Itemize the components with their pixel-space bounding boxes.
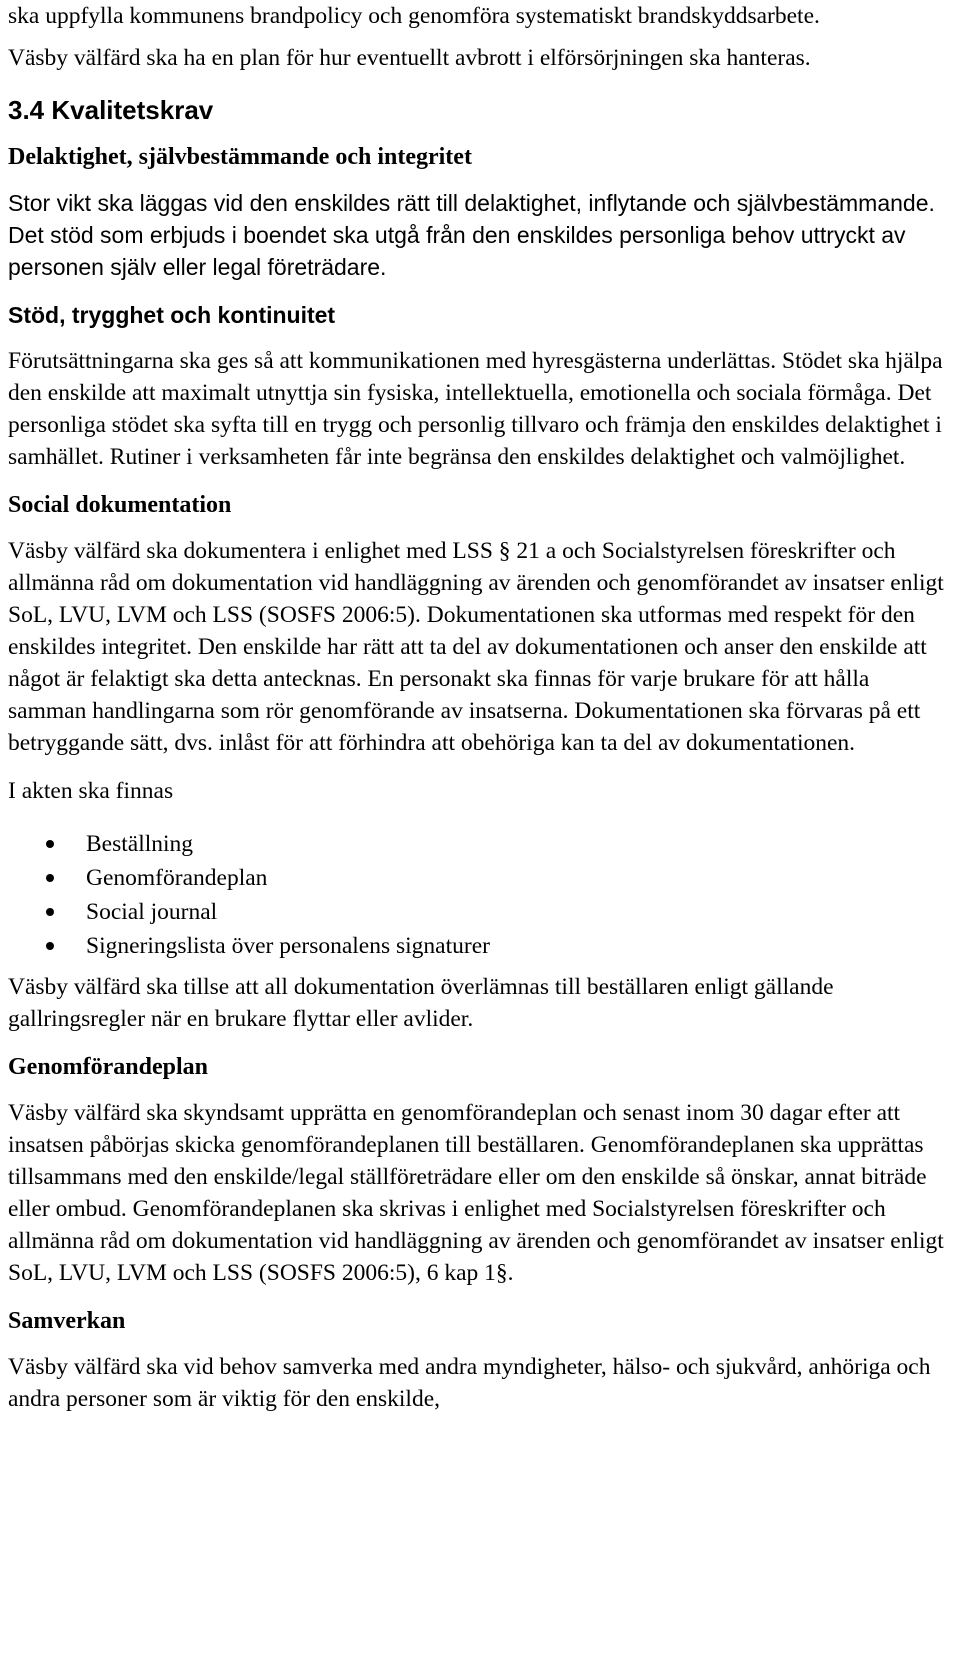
list-item: Genomförandeplan	[8, 861, 953, 895]
heading-delaktighet: Delaktighet, självbestämmande och integritet	[8, 144, 472, 170]
paragraph-genomforandeplan: Väsby välfärd ska skyndsamt upprätta en genomförandeplan och senast inom 30 dagar efter att insatsen påbörjas skicka genomförandeplanen till beställaren. Genomförandeplanen ska upprättas tillsammans med den enskilde/legal ställföreträdare eller om den enskilde så önskar, annat biträde eller ombud. Genomförandeplanen ska skrivas i enlighet med Socialstyrelsen föreskrifter och allmänna råd om dokumentation vid handläggning av ärenden och genomförandet av insatser enligt SoL, LVU, LVM och LSS (SOSFS 2006:5), 6 kap 1§.	[8, 1100, 944, 1286]
paragraph-social-dokumentation: Väsby välfärd ska dokumentera i enlighet med LSS § 21 a och Socialstyrelsen föreskrifter och allmänna råd om dokumentation vid handläggning av ärenden och genomförandet av insatser enligt SoL, LVU, LVM och LSS (SOSFS 2006:5). Dokumentationen ska utformas med respekt för den enskildes integritet. Den enskilde har rätt att ta del av dokumentationen och anser den enskilde att något är felaktigt ska detta antecknas. En personakt ska finnas för varje brukare för att hålla samman handlingarna som rör genomförande av insatserna. Dokumentationen ska förvaras på ett betryggande sätt, dvs. inlåst för att förhindra att obehöriga kan ta del av dokumentationen.	[8, 538, 944, 756]
intro-paragraph-2: Väsby välfärd ska ha en plan för hur eventuellt avbrott i elförsörjningen ska hanteras.	[8, 45, 811, 71]
paragraph-samverkan: Väsby välfärd ska vid behov samverka med andra myndigheter, hälso- och sjukvård, anhöriga och andra personer som är viktig för den enskilde,	[8, 1354, 931, 1412]
heading-genomforandeplan: Genomförandeplan	[8, 1054, 209, 1080]
heading-samverkan: Samverkan	[8, 1308, 126, 1334]
bullet-icon	[46, 942, 54, 950]
section-title: 3.4 Kvalitetskrav	[8, 95, 214, 125]
list-intro: I akten ska finnas	[8, 778, 174, 804]
list-item: Signeringslista över personalens signaturer	[8, 929, 953, 963]
bullet-icon	[46, 840, 54, 848]
heading-social-dokumentation: Social dokumentation	[8, 492, 232, 518]
intro-paragraph-1: ska uppfylla kommunens brandpolicy och genomföra systematiskt brandskyddsarbete.	[8, 3, 820, 29]
heading-stod: Stöd, trygghet och kontinuitet	[8, 302, 336, 328]
paragraph-after-list: Väsby välfärd ska tillse att all dokumentation överlämnas till beställaren enligt gällande gallringsregler när en brukare flyttar eller avlider.	[8, 974, 834, 1032]
document-list	[8, 827, 953, 963]
paragraph-stod: Förutsättningarna ska ges så att kommunikationen med hyresgästerna underlättas. Stödet ska hjälpa den enskilde att maximalt utnyttja sin fysiska, intellektuella, emotionella och sociala förmåga. Det personliga stödet ska syfta till en trygg och personlig tillvaro och främja den enskildes delaktighet i samhället. Rutiner i verksamheten får inte begränsa den enskildes delaktighet och valmöjlighet.	[8, 348, 943, 470]
document-page	[8, 0, 953, 1415]
list-item: Social journal	[8, 895, 953, 929]
list-item: Beställning	[8, 827, 953, 861]
bullet-icon	[46, 908, 54, 916]
paragraph-delaktighet: Stor vikt ska läggas vid den enskildes rätt till delaktighet, inflytande och självbestämmande. Det stöd som erbjuds i boendet ska utgå från den enskildes personliga behov uttryckt av personen själv eller legal företrädare.	[8, 190, 935, 280]
bullet-icon	[46, 874, 54, 882]
